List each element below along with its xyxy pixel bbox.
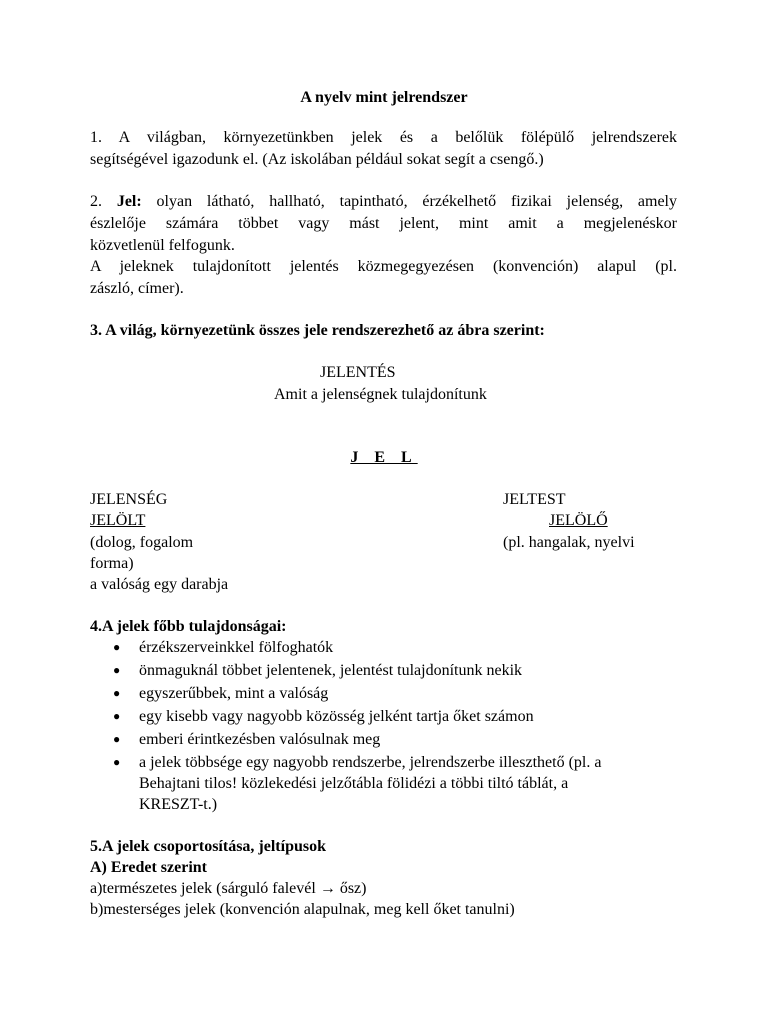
bullet-dot: ●: [113, 732, 121, 746]
list-item-last-line-3: KRESZT-t.): [139, 796, 218, 813]
list-item: érzékszerveinkkel fölfoghatók: [139, 639, 334, 656]
paragraph-1-line-2: segítségével igazodunk el. (Az iskolában például sokat segít a csengő.): [90, 151, 544, 168]
term-jel: Jel:: [116, 193, 142, 210]
list-item-last-line-2: Behajtani tilos! közlekedési jelzőtábla fölidézi a többi tiltó táblát, a: [139, 775, 569, 792]
signified-desc-line-2: forma): [90, 555, 134, 572]
paragraph-2-line-1: [90, 191, 677, 212]
bullet-dot: ●: [113, 755, 121, 769]
bullet-dot: ●: [113, 686, 121, 700]
paragraph-2-line-1-rest: olyan látható, hallható, tapintható, érzékelhető fizikai jelenség, amely: [141, 193, 678, 210]
section-5-subheading: A) Eredet szerint: [90, 859, 207, 876]
section-4-heading: 4.A jelek főbb tulajdonságai:: [90, 618, 287, 635]
sign-body-label: JELTEST: [503, 491, 566, 508]
bullet-dot: ●: [113, 709, 121, 723]
signified-desc-line-3: a valóság egy darabja: [90, 576, 229, 593]
signified-desc-line-1: (dolog, fogalom: [90, 534, 194, 551]
signified-label: JELÖLT: [90, 512, 146, 529]
paragraph-2-line-4: A jeleknek tulajdonított jelentés közmegegyezésen (konvención) alapul (pl.: [90, 258, 677, 275]
list-item: egyszerűbbek, mint a valóság: [139, 685, 329, 702]
paragraph-2-line-3: közvetlenül felfogunk.: [90, 237, 235, 254]
section-3-heading: 3. A világ, környezetünk összes jele rendszerezhető az ábra szerint:: [90, 322, 545, 339]
paragraph-1-line-1: 1. A világban, környezetünkben jelek és a belőlük fölépülő jelrendszerek: [90, 129, 677, 146]
meaning-description: Amit a jelenségnek tulajdonítunk: [274, 386, 487, 403]
signifier-label: JELÖLŐ: [549, 512, 608, 529]
sign-label: J E L: [350, 449, 418, 466]
list-item-last-line-1: a jelek többsége egy nagyobb rendszerbe, jelrendszerbe illeszthető (pl. a: [139, 754, 602, 771]
paragraph-2-line-5: zászló, címer).: [90, 280, 184, 297]
section-5-heading: 5.A jelek csoportosítása, jeltípusok: [90, 838, 326, 855]
document-title: A nyelv mint jelrendszer: [300, 89, 468, 106]
signifier-desc: (pl. hangalak, nyelvi: [503, 534, 635, 551]
list-item: egy kisebb vagy nagyobb közösség jelként tartja őket számon: [139, 708, 534, 725]
natural-signs-line: a)természetes jelek (sárguló falevél → ősz): [90, 880, 367, 897]
phenomenon-label: JELENSÉG: [90, 491, 168, 508]
meaning-label: JELENTÉS: [320, 364, 396, 381]
paragraph-2-line-2: észlelője számára többet vagy mást jelent, mint amit a megjelenéskor: [90, 215, 677, 232]
list-item: önmaguknál többet jelentenek, jelentést tulajdonítunk nekik: [139, 662, 523, 679]
artificial-signs-line: b)mesterséges jelek (konvención alapulnak, meg kell őket tanulni): [90, 901, 515, 918]
paragraph-2-prefix: 2.: [90, 193, 117, 210]
list-item: emberi érintkezésben valósulnak meg: [139, 731, 381, 748]
bullet-dot: ●: [113, 640, 121, 654]
bullet-dot: ●: [113, 663, 121, 677]
